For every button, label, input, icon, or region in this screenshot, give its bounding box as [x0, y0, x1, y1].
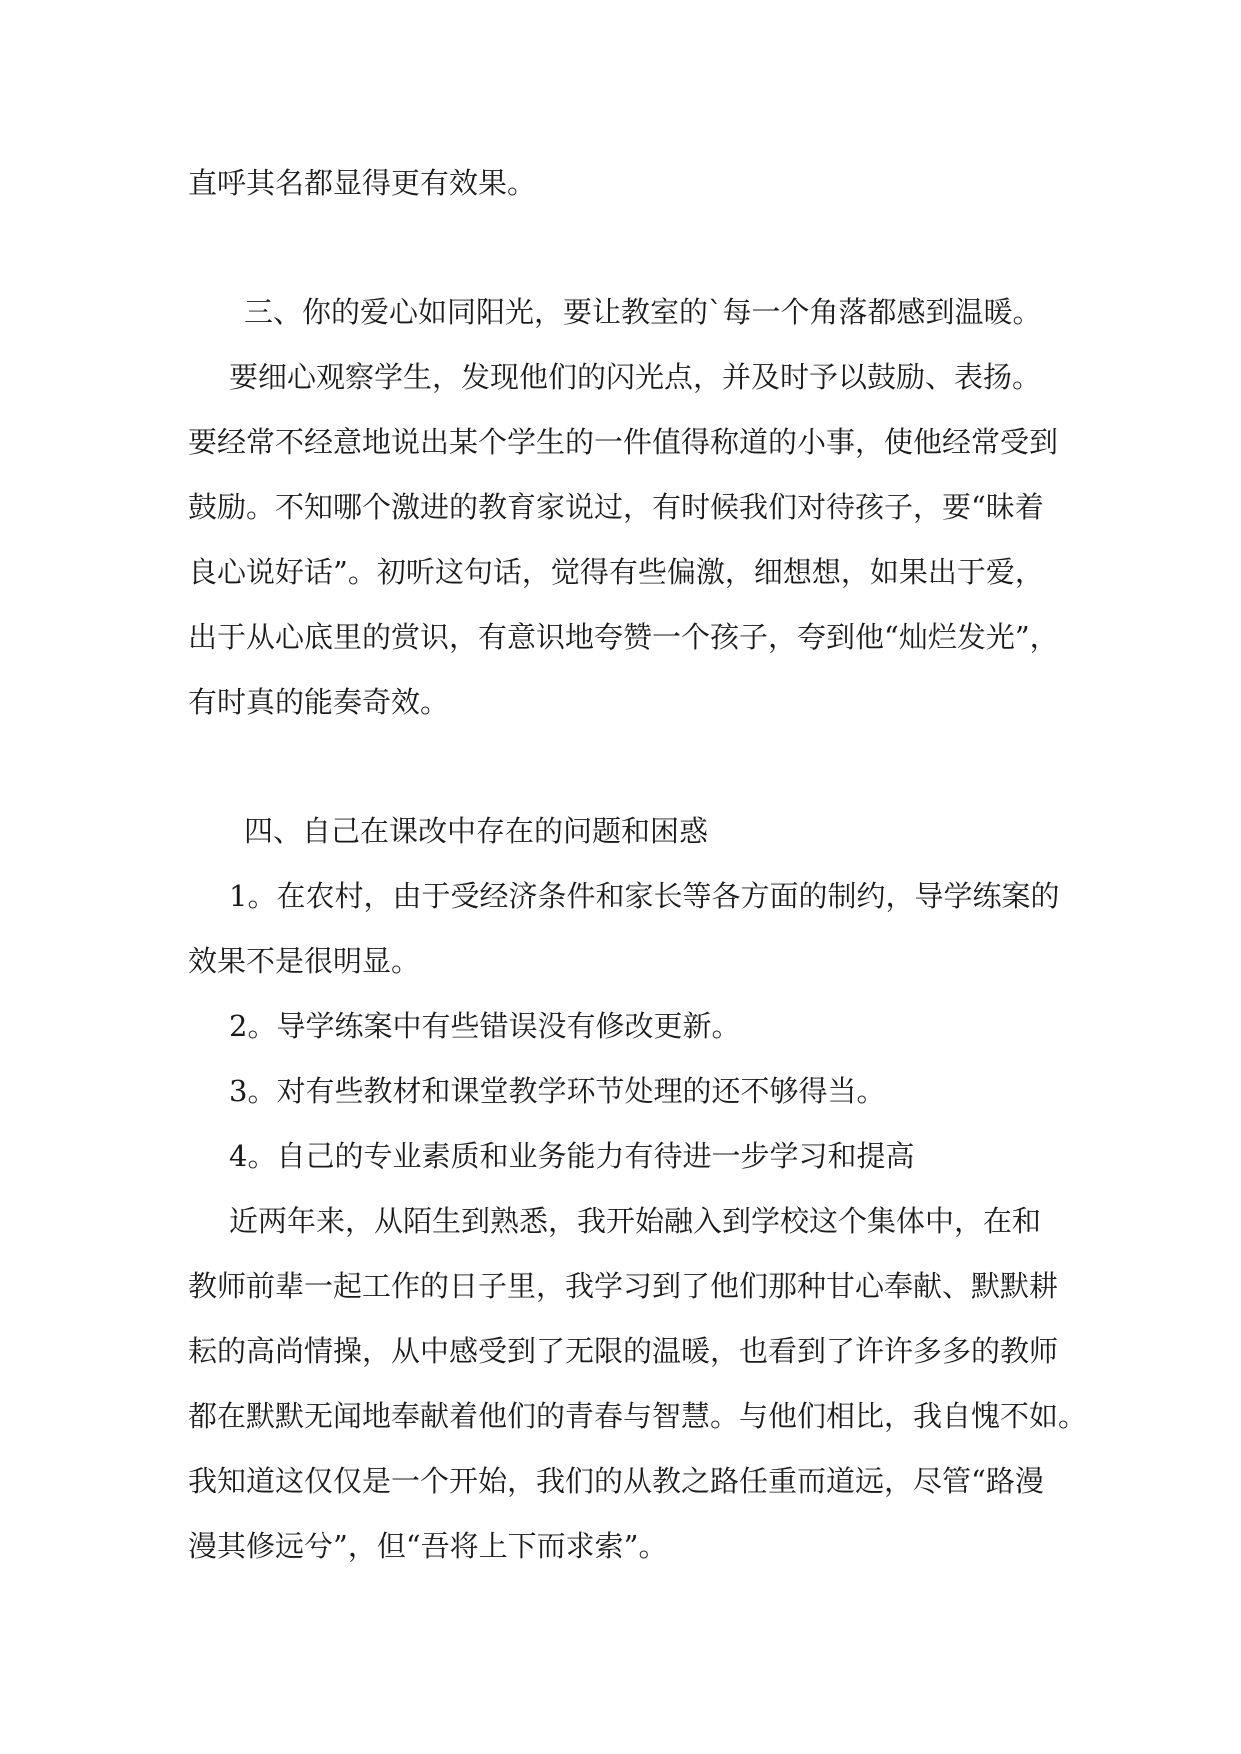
section-heading: 四、自己在课改中存在的问题和困惑	[244, 814, 709, 848]
paragraph-line: 漫其修远兮”，但“吾将上下而求索”。	[188, 1529, 668, 1563]
paragraph-line: 要经常不经意地说出某个学生的一件值得称道的小事，使他经常受到	[188, 425, 1059, 459]
list-item: 2。导学练案中有些错误没有修改更新。	[229, 1009, 741, 1043]
list-item: 3。对有些教材和课堂教学环节处理的还不够得当。	[229, 1074, 886, 1108]
paragraph-line: 我知道这仅仅是一个开始，我们的从教之路任重而道远，尽管“路漫	[188, 1464, 1044, 1498]
paragraph-line: 出于从心底里的赏识，有意识地夸赞一个孩子，夸到他“灿烂发光”，	[188, 620, 1059, 654]
paragraph-line: 教师前辈一起工作的日子里，我学习到了他们那种甘心奉献、默默耕	[188, 1269, 1059, 1303]
paragraph-line: 良心说好话”。初听这句话，觉得有些偏激，细想想，如果出于爱，	[188, 555, 1044, 589]
paragraph-line: 耘的高尚情操，从中感受到了无限的温暖，也看到了许许多多的教师	[188, 1334, 1059, 1368]
paragraph-line: 鼓励。不知哪个激进的教育家说过，有时候我们对待孩子，要“昧着	[188, 490, 1044, 524]
list-item: 4。自己的专业素质和业务能力有待进一步学习和提高	[229, 1139, 915, 1173]
section-heading: 三、你的爱心如同阳光，要让教室的`每一个角落都感到温暖。	[244, 295, 1042, 329]
paragraph-line: 直呼其名都显得更有效果。	[188, 166, 537, 200]
paragraph-line: 都在默默无闻地奉献着他们的青春与智慧。与他们相比，我自愧不如。	[188, 1399, 1088, 1433]
paragraph-line: 要细心观察学生，发现他们的闪光点，并及时予以鼓励、表扬。	[229, 360, 1042, 394]
paragraph-line: 效果不是很明显。	[188, 944, 421, 978]
paragraph-line: 有时真的能奏奇效。	[188, 685, 450, 719]
paragraph-line: 近两年来，从陌生到熟悉，我开始融入到学校这个集体中，在和	[229, 1204, 1042, 1238]
list-item: 1。在农村，由于受经济条件和家长等各方面的制约，导学练案的	[229, 879, 1060, 913]
